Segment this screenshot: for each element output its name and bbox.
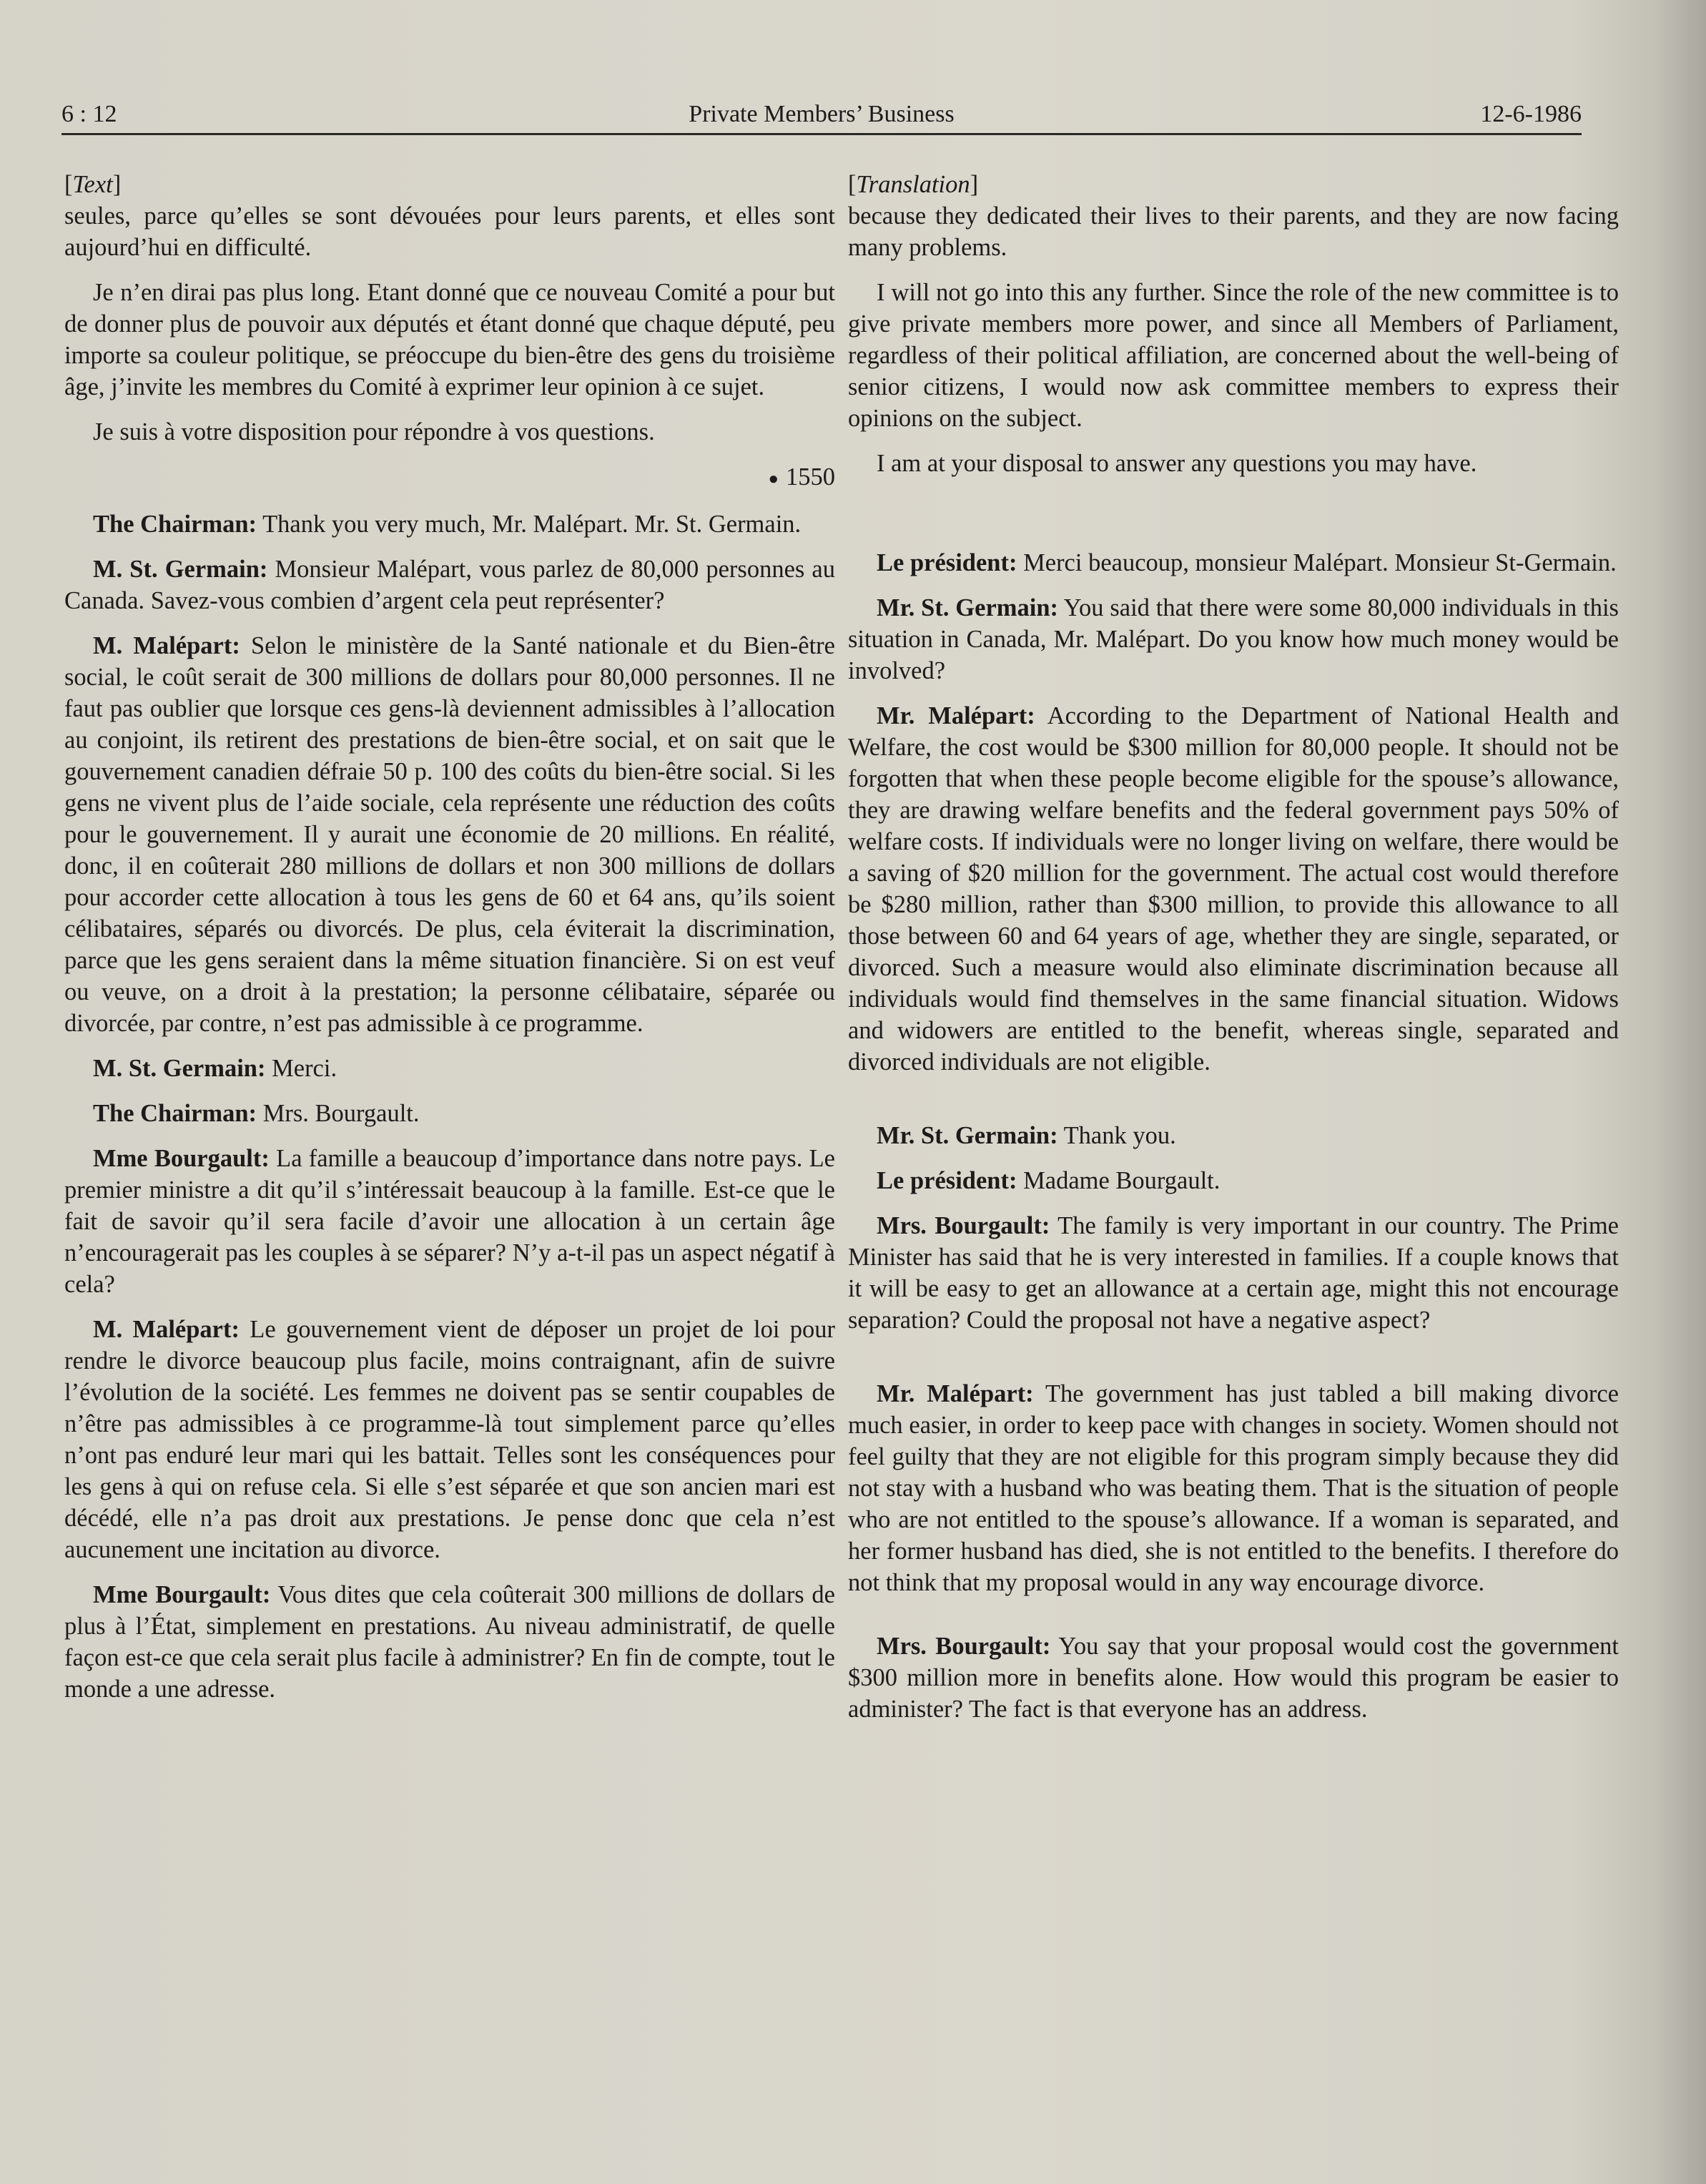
speaker-name: Mrs. Bourgault: [877, 1212, 1050, 1239]
paragraph: Je suis à votre disposition pour répondre à vos questions. [93, 418, 655, 446]
header-rule [61, 133, 1582, 135]
time-marker: ● 1550 [768, 463, 835, 491]
paragraph: M. St. Germain: Monsieur Malépart, vous parlez de 80,000 personnes au Canada. Savez-vous combien d’argent cela peut représenter? [64, 556, 835, 615]
speaker-name: M. St. Germain: [93, 1055, 266, 1083]
speaker-name: Mr. Malépart: [877, 702, 1035, 729]
paragraph: I am at your disposal to answer any questions you may have. [877, 450, 1477, 477]
speaker-name: Mr. Malépart: [877, 1380, 1034, 1407]
paragraph: Le président: Madame Bourgault. [877, 1167, 1221, 1194]
paragraph: The Chairman: Thank you very much, Mr. Malépart. Mr. St. Germain. [93, 511, 802, 538]
speaker-name: The Chairman: [93, 511, 257, 538]
speaker-name: M. Malépart: [93, 632, 240, 660]
spacer [848, 493, 1619, 547]
speaker-name: Mrs. Bourgault: [877, 1633, 1051, 1660]
page-date: 12-6-1986 [1480, 101, 1582, 127]
spacer [848, 1349, 1619, 1378]
paragraph: seules, parce qu’elles se sont dévouées pour leurs parents, et elles sont aujourd’hui en difficulté. [64, 202, 835, 261]
paragraph: M. Malépart: Le gouvernement vient de déposer un projet de loi pour rendre le divorce beaucoup plus facile, moins contraignant, afin de suivre l’évolution de la société. Les femmes ne doivent pas se sentir coupables de n’être pas admissibles à ce programme-là tout simplement parce qu’elles n’ont pas enduré leur mari qui les battait. Telles sont les conséquences pour les gens à qui on refuse cela. Si elle s’est séparée et que son ancien mari est décédé, elle n’a pas droit aux prestations. Je pense donc que cela n’est aucunement une incitation au divorce. [64, 1316, 835, 1564]
paragraph: Mme Bourgault: Vous dites que cela coûterait 300 millions de dollars de plus à l’État, simplement en prestations. Au niveau administratif, de quelle façon est-ce que cela serait plus facile à administrer? En fin de compte, tout le monde a une adresse. [64, 1581, 835, 1703]
paragraph: Le président: Merci beaucoup, monsieur Malépart. Monsieur St-Germain. [877, 549, 1617, 576]
paragraph: Je n’en dirai pas plus long. Etant donné que ce nouveau Comité a pour but de donner plus de pouvoir aux députés et étant donné que chaque député, peu importe sa couleur politique, se préoccupe du bien-être des gens du troisième âge, j’invite les membres du Comité à exprimer leur opinion à ce sujet. [64, 279, 835, 400]
paragraph: M. Malépart: Selon le ministère de la Santé nationale et du Bien-être social, le coût serait de 300 millions de dollars pour 80,000 personnes. Il ne faut pas oublier que lorsque ces gens-là deviennent admissibles à l’allocation au conjoint, ils retirent des prestations de bien-être social, et on sait que le gouvernement canadien défraie 50 p. 100 des coûts du bien-être social. Si les gens ne vivent plus de l’aide sociale, cela représente une réduction des coûts pour le gouvernement. Il y aurait une économie de 20 millions. En réalité, donc, il en coûterait 280 millions de dollars et non 300 millions de dollars pour accorder cette allocation à tous les gens de 60 et 64 ans, qu’ils soient célibataires, séparés ou divorcés. De plus, cela éviterait la discrimination, parce que les gens seraient dans la même situation financière. Si on est veuf ou veuve, on a droit à la prestation; la personne célibataire, séparée ou divorcée, par contre, n’est pas admissible à ce programme. [64, 632, 835, 1038]
spacer [848, 1612, 1619, 1630]
paragraph: Mrs. Bourgault: The family is very important in our country. The Prime Minister has said that he is very interested in families. If a couple knows that it will be easy to get an allowance at a certain age, might this not encourage separation? Could the proposal not have a negative aspect? [848, 1212, 1619, 1334]
speaker-name: Le président: [877, 549, 1017, 576]
running-title: Private Members’ Business [689, 101, 955, 127]
left-column [64, 169, 835, 1718]
speaker-name: Mr. St. Germain: [877, 594, 1059, 621]
speaker-name: The Chairman: [93, 1100, 257, 1128]
paragraph: The Chairman: Mrs. Bourgault. [93, 1100, 420, 1128]
speaker-name: Mme Bourgault: [93, 1581, 271, 1609]
section-tag: [Text] [64, 171, 122, 198]
paragraph: M. St. Germain: Merci. [93, 1055, 337, 1083]
bullet-icon: ● [768, 470, 779, 489]
speaker-name: M. St. Germain: [93, 556, 268, 584]
right-column [848, 169, 1619, 1738]
paragraph: because they dedicated their lives to their parents, and they are now facing many problems. [848, 202, 1619, 261]
paragraph: Mr. Malépart: According to the Department of National Health and Welfare, the cost would be $300 million for 80,000 people. It should not be forgotten that when these people become eligible for the spouse’s allowance, they are drawing welfare benefits and the federal government pays 50% of welfare costs. If individuals were no longer living on welfare, there would be a saving of $20 million for the government. The actual cost would therefore be $280 million, rather than $300 million, to provide this allowance to all those between 60 and 64 years of age, whether they are single, separated, or divorced. Such a measure would also eliminate discrimination because all individuals would find themselves in the same financial situation. Widows and widowers are entitled to the benefit, whereas single, separated and divorced individuals are not eligible. [848, 702, 1619, 1076]
paragraph: Mme Bourgault: La famille a beaucoup d’importance dans notre pays. Le premier ministre a dit qu’il s’intéressait beaucoup à la famille. Est-ce que le fait de savoir qu’il sera facile d’avoir une allocation à un certain âge n’encouragerait pas les couples à se séparer? N’y a-t-il pas un aspect négatif à cela? [64, 1145, 835, 1299]
paragraph: Mrs. Bourgault: You say that your proposal would cost the government $300 million more in benefits alone. How would this program be easier to administer? The fact is that everyone has an address. [848, 1633, 1619, 1723]
speaker-name: Le président: [877, 1167, 1017, 1194]
page-number: 6 : 12 [61, 101, 117, 127]
paragraph: Mr. Malépart: The government has just tabled a bill making divorce much easier, in order to keep pace with changes in society. Women should not feel guilty that they are not eligible for this program simply because they did not stay with a husband who was beating them. That is the situation of people who are not entitled to the spouse’s allowance. If a woman is separated, and her former husband has died, she is not entitled to the benefits. I therefore do not think that my proposal would in any way encourage divorce. [848, 1380, 1619, 1596]
paragraph: Mr. St. Germain: Thank you. [877, 1122, 1176, 1149]
speaker-name: Mme Bourgault: [93, 1145, 270, 1173]
page-header [61, 100, 1582, 137]
speaker-name: Mr. St. Germain: [877, 1122, 1058, 1149]
paragraph: Mr. St. Germain: You said that there were some 80,000 individuals in this situation in Canada, Mr. Malépart. Do you know how much money would be involved? [848, 594, 1619, 684]
section-tag: [Translation] [848, 171, 979, 198]
speaker-name: M. Malépart: [93, 1316, 240, 1344]
paragraph: I will not go into this any further. Since the role of the new committee is to give private members more power, and since all Members of Parliament, regardless of their political affiliation, are concerned about the well-being of senior citizens, I would now ask committee members to express their opinions on the subject. [848, 279, 1619, 432]
spacer [848, 1091, 1619, 1120]
